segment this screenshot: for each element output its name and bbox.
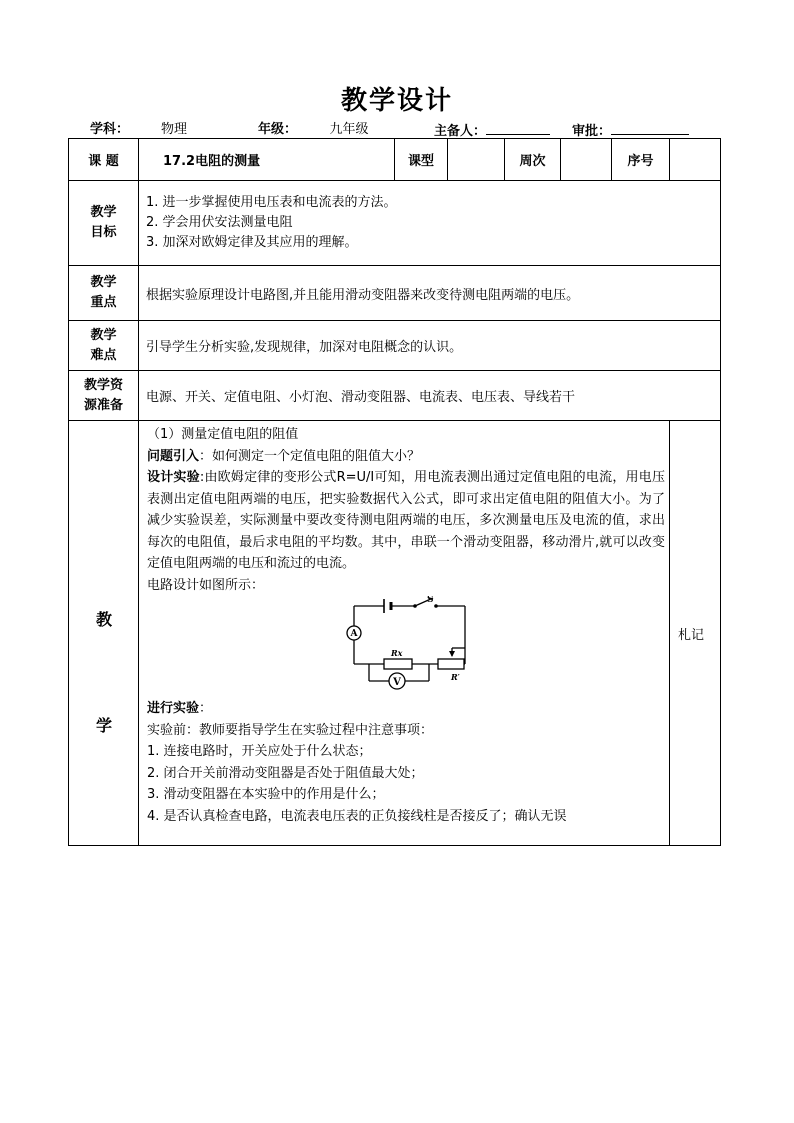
design-paragraph [147,467,665,575]
teaching-content [139,421,670,846]
question-text: ：如何测定一个定值电阻的阻值大小？ [199,448,421,464]
proceed-label: 进行实验 [147,701,200,716]
resources-label [69,371,139,421]
section-title: （1）测量定值电阻的阻值 [147,427,299,442]
meta-line [90,118,710,138]
circuit-diagram [147,596,617,698]
rheostat-label: R′ [451,672,460,682]
difficulty-label-line1: 教学 [90,327,117,343]
goals-label-line1: 教学 [90,205,117,220]
key-label-line2: 重点 [90,295,117,310]
teaching-label-line1: 教 [95,610,112,629]
reviewer-field [572,118,689,139]
goals-row [69,181,721,266]
goal-item: 3. 加深对欧姆定律及其应用的理解。 [146,235,358,250]
goals-label [69,181,139,266]
grade-field [258,118,401,139]
key-label-line1: 教学 [90,275,117,290]
teaching-label-line2: 学 [95,716,112,735]
design-text: :由欧姆定律的变形公式R=U/I可知，用电流表测出通过定值电阻的电流，用电压表测出定值电阻两端的电压，把实验数据代入公式，即可求出定值电阻的阻值大小。为了减少实验误差，实际测量中要改变待测电阻两端的电压，多次测量电压及电流的值，求出每次的电阻值，最后求电阻的平均数。其中，串联一个滑动变阻器，移动滑片,就可以改变定值电阻两端的电压和流过的电流。 [147,470,665,571]
proceed-colon: ： [199,701,213,716]
grade-label: 年级： [258,122,298,137]
before-text: 实验前：教师要指导学生在实验过程中注意事项： [147,722,434,738]
design-label: 设计实验 [147,470,200,485]
resources-label-line1: 教学资 [83,377,123,393]
goal-item: 1. 进一步掌握使用电压表和电流表的方法。 [146,195,397,210]
topic-value: 17.2电阻的测量 [139,139,395,181]
switch-contact-icon [434,604,438,608]
preparer-value [486,118,550,135]
side-note: 札记 [670,421,721,846]
subject-value: 物理 [129,122,219,139]
teaching-row [69,421,721,846]
type-label: 课型 [395,139,448,181]
voltmeter-label: V [393,677,401,688]
header-row [69,139,721,181]
question-label: 问题引入 [147,448,200,464]
difficulty-content: 引导学生分析实验,发现规律，加深对电阻概念的认识。 [139,321,721,371]
goals-content [139,181,721,266]
subject-field [90,118,219,139]
difficulty-row [69,321,721,371]
teaching-label [69,421,139,846]
switch-contact-icon [413,604,417,608]
week-value [561,139,612,181]
preparer-field [434,118,550,139]
reviewer-label: 审批： [572,124,612,139]
ammeter-label: A [350,629,358,639]
key-content: 根据实验原理设计电路图,并且能用滑动变阻器来改变待测电阻两端的电压。 [139,266,721,321]
subject-label: 学科： [90,122,130,137]
type-value [448,139,505,181]
key-row [69,266,721,321]
difficulty-label [69,321,139,371]
resistor-label: Rx [391,648,403,658]
goal-item: 2. 学会用伏安法测量电阻 [146,215,293,230]
difficulty-label-line2: 难点 [90,347,117,363]
seq-value [670,139,721,181]
note-item: 1. 连接电路时，开关应处于什么状态； [147,744,372,759]
proceed-heading [147,698,665,720]
resources-label-line2: 源准备 [83,397,123,413]
fixed-resistor-icon [384,659,412,669]
week-label: 周次 [505,139,561,181]
seq-label: 序号 [612,139,670,181]
document-title: 教学设计 [340,86,453,116]
resources-content: 电源、开关、定值电阻、小灯泡、滑动变阻器、电流表、电压表、导线若干 [139,371,721,421]
question-intro [147,446,665,468]
switch-label: S [427,596,434,605]
key-label [69,266,139,321]
topic-label: 课 题 [69,139,139,181]
note-item: 3. 滑动变阻器在本实验中的作用是什么； [147,787,385,802]
rheostat-icon [438,659,464,669]
resources-row [69,371,721,421]
note-item: 2. 闭合开关前滑动变阻器是否处于阻值最大处； [147,765,424,781]
slider-arrow-icon [449,651,455,657]
reviewer-value [611,118,689,135]
circuit-intro: 电路设计如图所示： [147,577,265,593]
note-item: 4. 是否认真检查电路，电流表电压表的正负接线柱是否接反了；确认无误 [147,808,567,824]
preparer-label: 主备人： [434,124,487,139]
grade-value: 九年级 [297,122,401,139]
lesson-plan-table [68,138,721,846]
goals-label-line2: 目标 [90,225,117,240]
